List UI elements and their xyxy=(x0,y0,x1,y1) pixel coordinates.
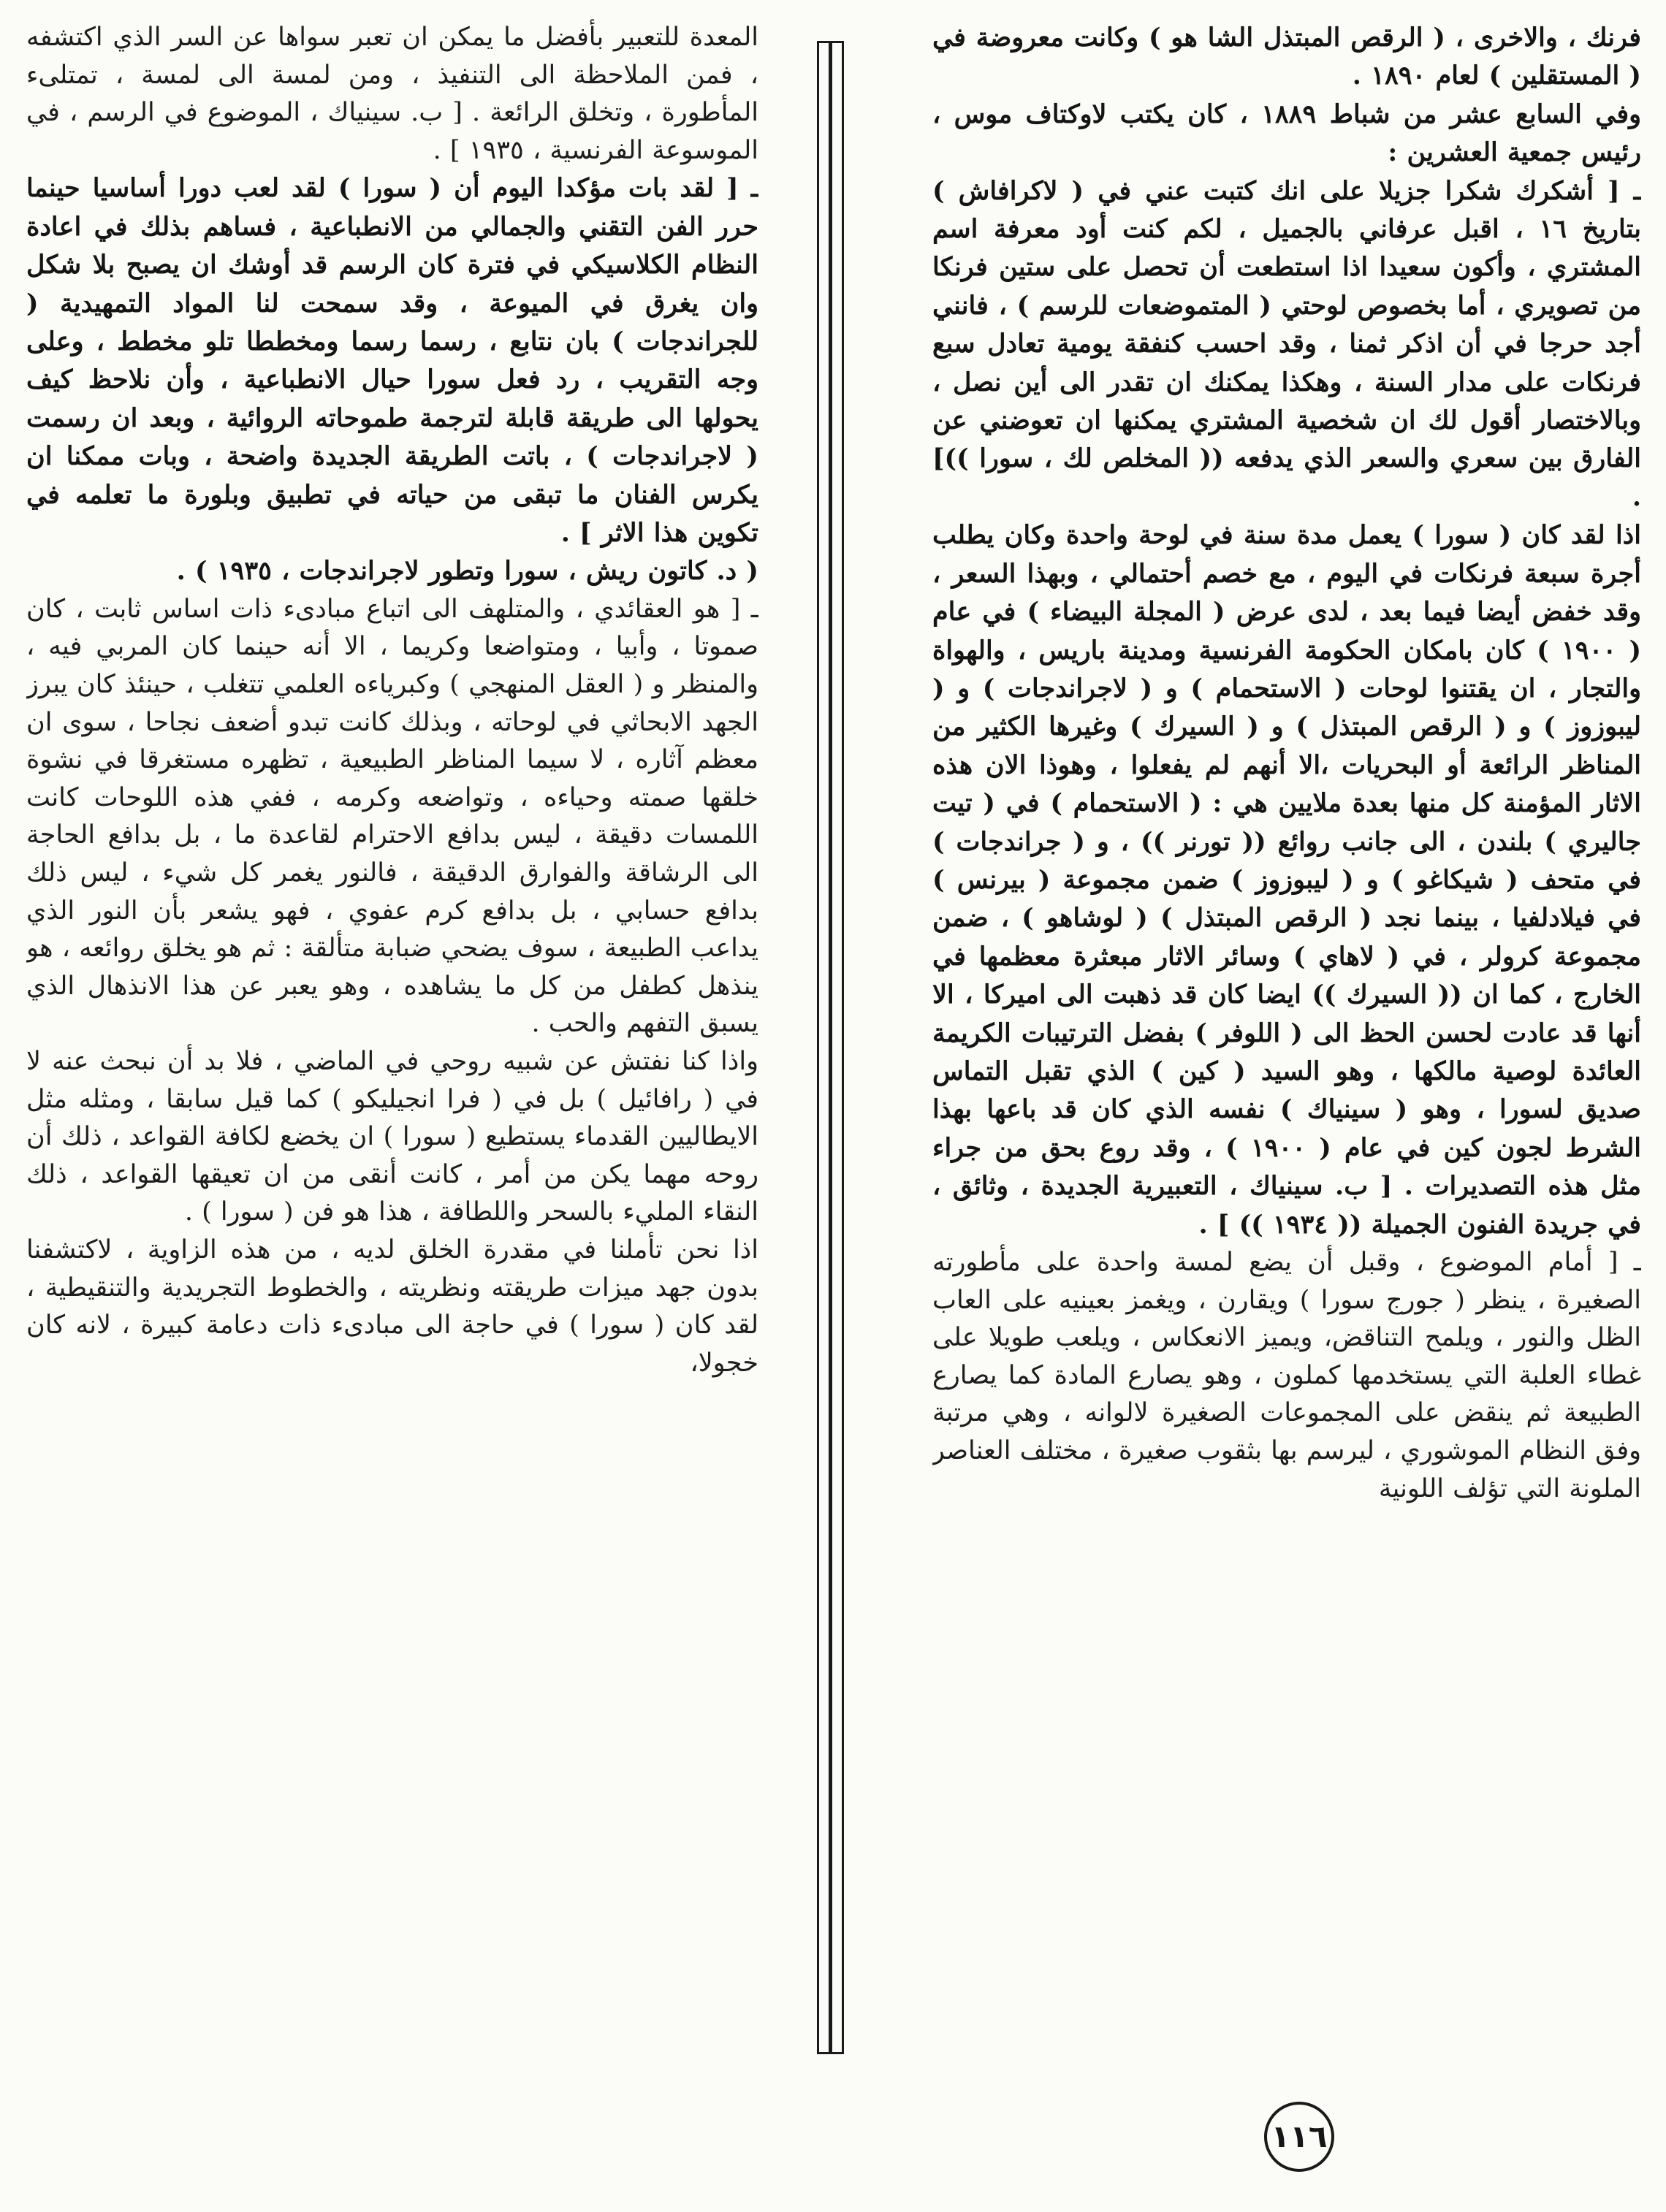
right-text-column xyxy=(932,19,1641,2035)
left-text-column xyxy=(26,19,758,2043)
citation: ( د. كاتون ريش ، سورا وتطور لاجراندجات ، ١٩٣٥ ) . xyxy=(176,556,758,587)
paragraph: وفي السابع عشر من شباط ١٨٨٩ ، كان يكتب لاوكتاف موس ، رئيس جمعية العشرين : xyxy=(932,99,1641,168)
paragraph: واذا كنا نفتش عن شبيه روحي في الماضي ، فلا بد أن نبحث عنه لا في ( رافائيل ) بل في ( فرا انجيليكو ) كما قيل سابقا ، ومثله مثل الايطاليين القدماء يستطيع ( سورا ) ان يخضع لكافة القواعد ، ذلك أن روحه مهما يكن من أمر ، كانت أنقى من ان تعيقها القواعد ، ذلك النقاء المليء بالسحر واللطافة ، هذا هو فن ( سورا ) . xyxy=(26,1046,758,1227)
quote-paragraph: ـ [ هو العقائدي ، والمتلهف الى اتباع مبادىء ذات اساس ثابت ، كان صموتا ، وأبيا ، ومتواضعا وكريما ، الا أنه حينما كان المربي فيه ، والمنظر و ( العقل المنهجي ) وكبرياءه العلمي تتغلب ، حينئذ كان يبرز الجهد الابحاثي في لوحاته ، وبذلك كانت تبدو أضعف نجاحا ، سوى ان معظم آثاره ، لا سيما المناظر الطبيعية ، تظهره مستغرقا في نشوة خلقها صمته وحياءه ، وتواضعه وكرمه ، ففي هذه اللوحات كانت اللمسات دقيقة ، ليس بدافع الاحترام لقاعدة ما ، بل بدافع الحاجة الى الرشاقة والفوارق الدقيقة ، فالنور يغمر كل شيء ، ليس ذلك بدافع حسابي ، بل بدافع كرم عفوي ، فهو يشعر بأن النور الذي يداعب الطبيعة ، سوف يضحي ضبابة متألقة : ثم هو يخلق روائعه ، هو ينذهل كطفل من كل ما يشاهده ، وهو يعبر عن هذا الانذهال الذي يسبق التفهم والحب . xyxy=(26,594,758,1039)
page-number: ١١٦ xyxy=(1264,2102,1334,2172)
quote-paragraph: ـ [ أشكرك شكرا جزيلا على انك كتبت عني في ( لاكرافاش ) بتاريخ ١٦ ، اقبل عرفاني بالجميل ، لكم كنت أود معرفة اسم المشتري ، وأكون سعيدا اذا استطعت أن تحصل على ستين فرنكا من تصويري ، أما بخصوص لوحتي ( المتموضعات للرسم ) ، فانني أجد حرجا في أن اذكر ثمنا ، وقد احسب كنفقة يومية تعادل سبع فرنكات على مدار السنة ، وهكذا يمكنك ان تقدر الى أين نصل ، وبالاختصار أقول لك ان شخصية المشتري يمكنها ان تعوضني عن الفارق بين سعري والسعر الذي يدفعه (( المخلص لك ، سورا ))] . xyxy=(932,175,1641,512)
paragraph: اذا نحن تأملنا في مقدرة الخلق لديه ، من هذه الزاوية ، لاكتشفنا بدون جهد ميزات طريقته ونظريته ، والخطوط التجريدية والتنقيطية ، لقد كان ( سورا ) في حاجة الى مبادىء ذات دعامة كبيرة ، لانه كان خجولا، xyxy=(26,1235,758,1378)
paragraph: المعدة للتعبير بأفضل ما يمكن ان تعبر سواها عن السر الذي اكتشفه ، فمن الملاحظة الى التنفيذ ، ومن لمسة الى لمسة ، تمتلىء المأطورة ، وتخلق الرائعة . [ ب. سينياك ، الموضوع في الرسم ، في الموسوعة الفرنسية ، ١٩٣٥ ] . xyxy=(26,23,758,165)
column-divider-rule xyxy=(829,43,832,2052)
paragraph: فرنك ، والاخرى ، ( الرقص المبتذل الشا هو ) وكانت معروضة في ( المستقلين ) لعام ١٨٩٠ . xyxy=(932,23,1641,91)
quote-paragraph: ـ [ أمام الموضوع ، وقبل أن يضع لمسة واحدة على مأطورته الصغيرة ، ينظر ( جورج سورا ) ويقارن ، ويغمز بعينيه على العاب الظل والنور ، ويلمح التناقض، ويميز الانعكاس ، ويلعب طويلا على غطاء العلبة التي يستخدمها كملون ، وهو يصارع المادة كما يصارع الطبيعة ثم ينقض على المجموعات الصغيرة لالوانه ، وهي مرتبة وفق النظام الموشوري ، ليرسم بها بثقوب صغيرة ، مختلف العناصر الملونة التي تؤلف اللونية xyxy=(932,1248,1641,1503)
column-divider xyxy=(817,41,844,2054)
quote-paragraph: ـ [ لقد بات مؤكدا اليوم أن ( سورا ) لقد لعب دورا أساسيا حينما حرر الفن التقني والجمالي من الانطباعية ، فساهم بذلك في اعادة النظام الكلاسيكي في فترة كان الرسم قد أوشك ان يصبح بلا شكل وان يغرق في الميوعة ، وقد سمحت لنا المواد التمهيدية ( للجراندجات ) بان نتابع ، رسما رسما ومخططا تلو مخطط ، وعلى وجه التقريب ، رد فعل سورا حيال الانطباعية ، وأن نلاحظ كيف يحولها الى طريقة قابلة لترجمة طموحاته الروائية ، وبعد ان رسمت ( لاجراندجات ) ، باتت الطريقة الجديدة واضحة ، وبات ممكنا ان يكرس الفنان ما تبقى من حياته في تطبيق وبلورة ما تعلمه في تكوين هذا الاثر ] . xyxy=(26,173,758,549)
paragraph: اذا لقد كان ( سورا ) يعمل مدة سنة في لوحة واحدة وكان يطلب أجرة سبعة فرنكات في اليوم ، مع خصم أحتمالي ، وبهذا السعر ، وقد خفض أيضا فيما بعد ، لدى عرض ( المجلة البيضاء ) في عام ( ١٩٠٠ ) كان بامكان الحكومة الفرنسية ومدينة باريس ، والهواة والتجار ، ان يقتنوا لوحات ( الاستحمام ) و ( لاجراندجات ) و ( ليبوزوز ) و ( الرقص المبتذل ) و ( السيرك ) وغيرها الكثير من المناظر الرائعة أو البحريات ،الا أنهم لم يفعلوا ، وهوذا الان هذه الاثار المؤمنة كل منها بعدة ملايين هي : ( الاستحمام ) في ( تيت جاليري ) بلندن ، الى جانب روائع (( تورنر )) ، و ( جراندجات ) في متحف ( شيكاغو ) و ( ليبوزوز ) ضمن مجموعة ( بيرنس ) في فيلادلفيا ، بينما نجد ( الرقص المبتذل ) ( لوشاهو ) ، ضمن مجموعة كرولر ، في ( لاهاي ) وسائر الاثار مبعثرة معظمها في الخارج ، كما ان (( السيرك )) ايضا كان قد ذهبت الى اميركا ، الا أنها قد عادت لحسن الحظ الى ( اللوفر ) بفضل الترتيبات الكريمة العائدة لوصية مالكها ، وهو السيد ( كين ) الذي تقبل التماس صديق لسورا ، وهو ( سينياك ) نفسه الذي كان قد باعها بهذا الشرط لجون كين في عام ( ١٩٠٠ ) ، وقد روع بحق من جراء مثل هذه التصديرات . [ ب. سينياك ، التعبيرية الجديدة ، وثائق ، في جريدة الفنون الجميلة (( ١٩٣٤ )) ] . xyxy=(932,520,1641,1240)
